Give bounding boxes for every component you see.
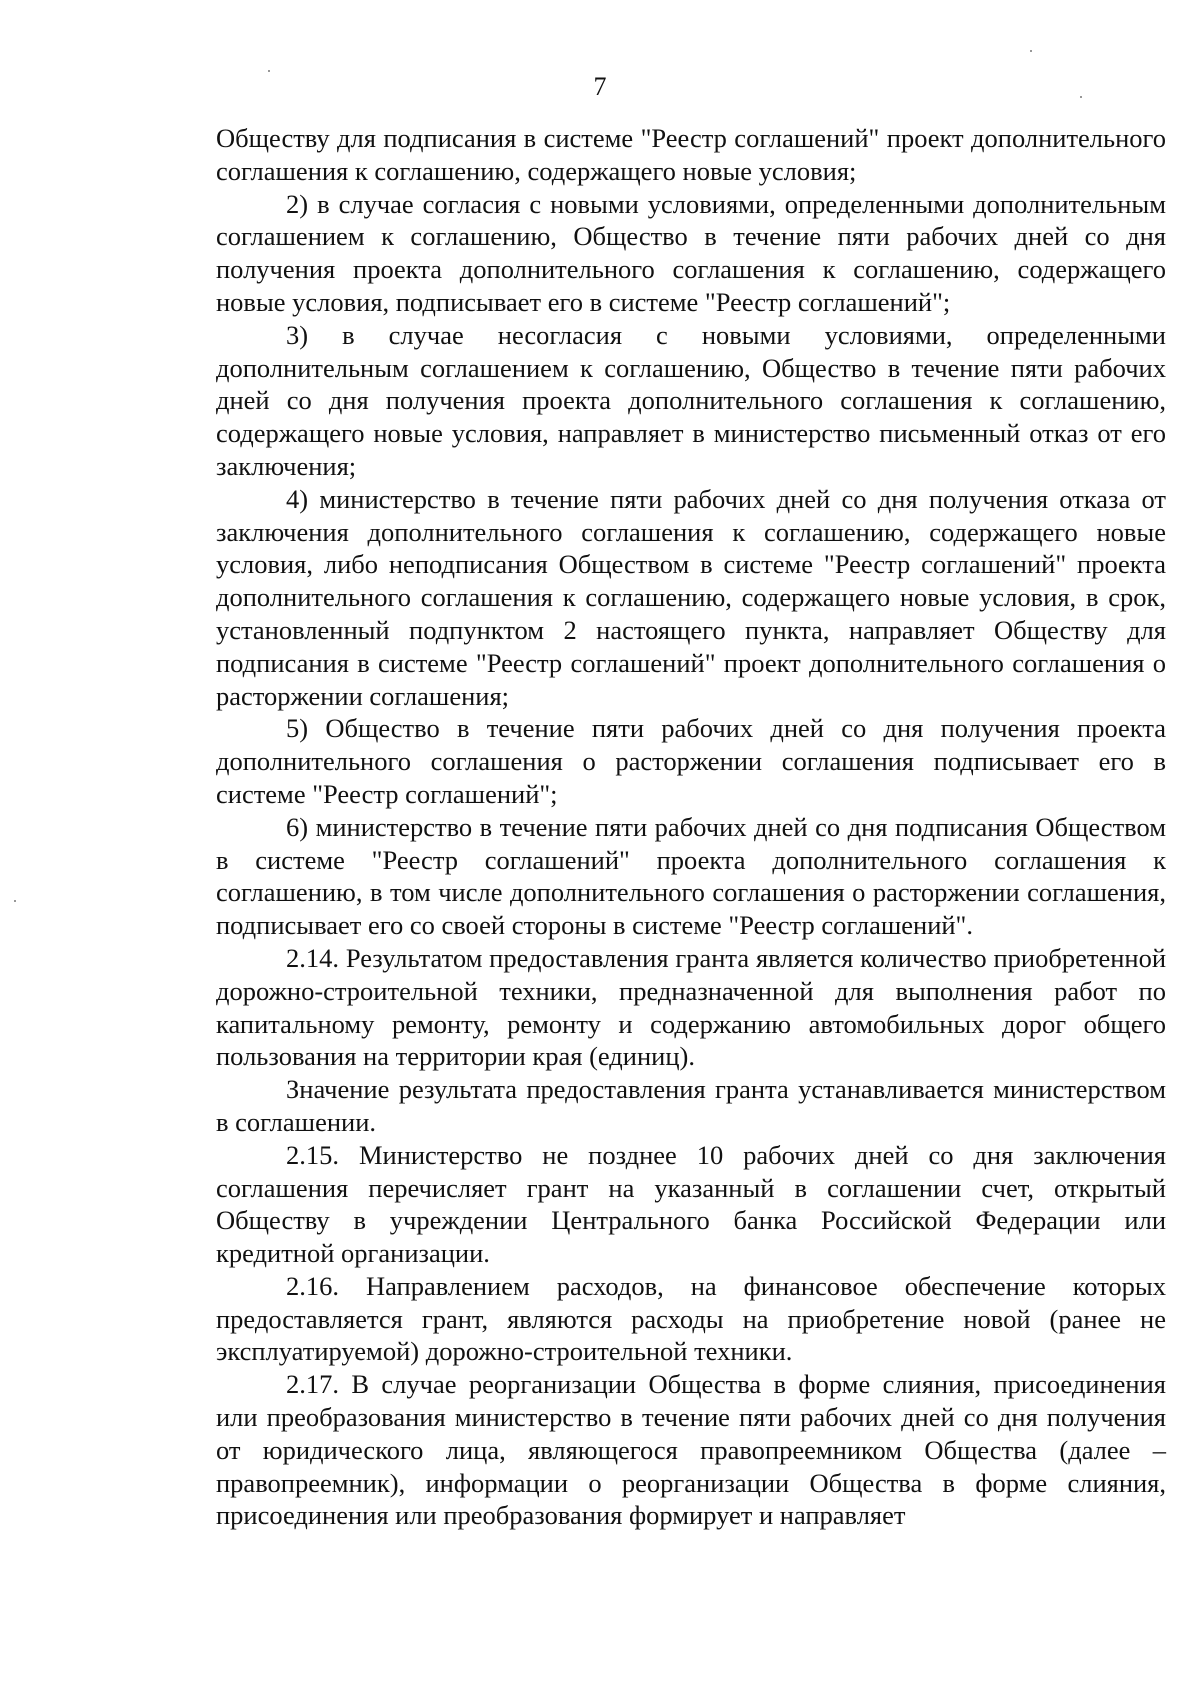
paragraph-item-2: 2) в случае согласия с новыми условиями, определенными дополнительным соглашением к соглашению, Общество в течение пяти рабочих дней со дня получения проекта дополнительного соглашения к соглашению, содержащего новые условия, подписывает его в системе "Реестр соглашений"; bbox=[216, 188, 1166, 317]
paragraph-result-value: Значение результата предоставления гранта устанавливается министерством в соглашении. bbox=[216, 1074, 1166, 1137]
paragraph-2-14: 2.14. Результатом предоставления гранта является количество приобретенной дорожно-строительной техники, предназначенной для выполнения работ по капитальному ремонту, ремонту и содержанию автомобильных дорог общего пользования на территории края (единиц). bbox=[216, 942, 1166, 1072]
scan-speck bbox=[1030, 50, 1032, 52]
document-body bbox=[216, 122, 1166, 1532]
paragraph-item-4: 4) министерство в течение пяти рабочих дней со дня получения отказа от заключения дополнительного соглашения к соглашению, содержащего новые условия, либо неподписания Обществом в системе "Реестр соглашений" проекта дополнительного соглашения к соглашению, содержащего новые условия, в срок, установленный подпунктом 2 настоящего пункта, направляет Обществу для подписания в системе "Реестр соглашений" проект дополнительного соглашения о расторжении соглашения; bbox=[216, 483, 1166, 711]
paragraph-2-17: 2.17. В случае реорганизации Общества в форме слияния, присоединения или преобразования министерство в течение пяти рабочих дней со дня получения от юридического лица, являющегося правопреемником Общества (далее – правопреемник), информации о реорганизации Общества в форме слияния, присоединения или преобразования формирует и направляет bbox=[216, 1369, 1166, 1531]
paragraph-2-15: 2.15. Министерство не позднее 10 рабочих дней со дня заключения соглашения перечисляет грант на указанный в соглашении счет, открытый Обществу в учреждении Центрального банка Российской Федерации или кредитной организации. bbox=[216, 1139, 1166, 1269]
page-number: 7 bbox=[593, 72, 607, 101]
paragraph-item-6: 6) министерство в течение пяти рабочих дней со дня подписания Обществом в системе "Реестр соглашений" проекта дополнительного соглашения к соглашению, в том числе дополнительного соглашения о расторжении соглашения, подписывает его со своей стороны в системе "Реестр соглашений". bbox=[216, 811, 1166, 941]
paragraph-continuation: Обществу для подписания в системе "Реестр соглашений" проект дополнительного соглашения к соглашению, содержащего новые условия; bbox=[216, 123, 1166, 186]
paragraph-item-3: 3) в случае несогласия с новыми условиями, определенными дополнительным соглашением к соглашению, Общество в течение пяти рабочих дней со дня получения проекта дополнительного соглашения к соглашению, содержащего новые условия, направляет в министерство письменный отказ от его заключения; bbox=[216, 319, 1166, 481]
paragraph-2-16: 2.16. Направлением расходов, на финансовое обеспечение которых предоставляется грант, являются расходы на приобретение новой (ранее не эксплуатируемой) дорожно-строительной техники. bbox=[216, 1270, 1166, 1367]
scan-speck bbox=[268, 70, 270, 72]
scan-speck bbox=[14, 900, 16, 902]
paragraph-item-5: 5) Общество в течение пяти рабочих дней со дня получения проекта дополнительного соглашения о расторжении соглашения подписывает его в системе "Реестр соглашений"; bbox=[216, 713, 1166, 809]
scan-speck bbox=[1080, 96, 1082, 98]
